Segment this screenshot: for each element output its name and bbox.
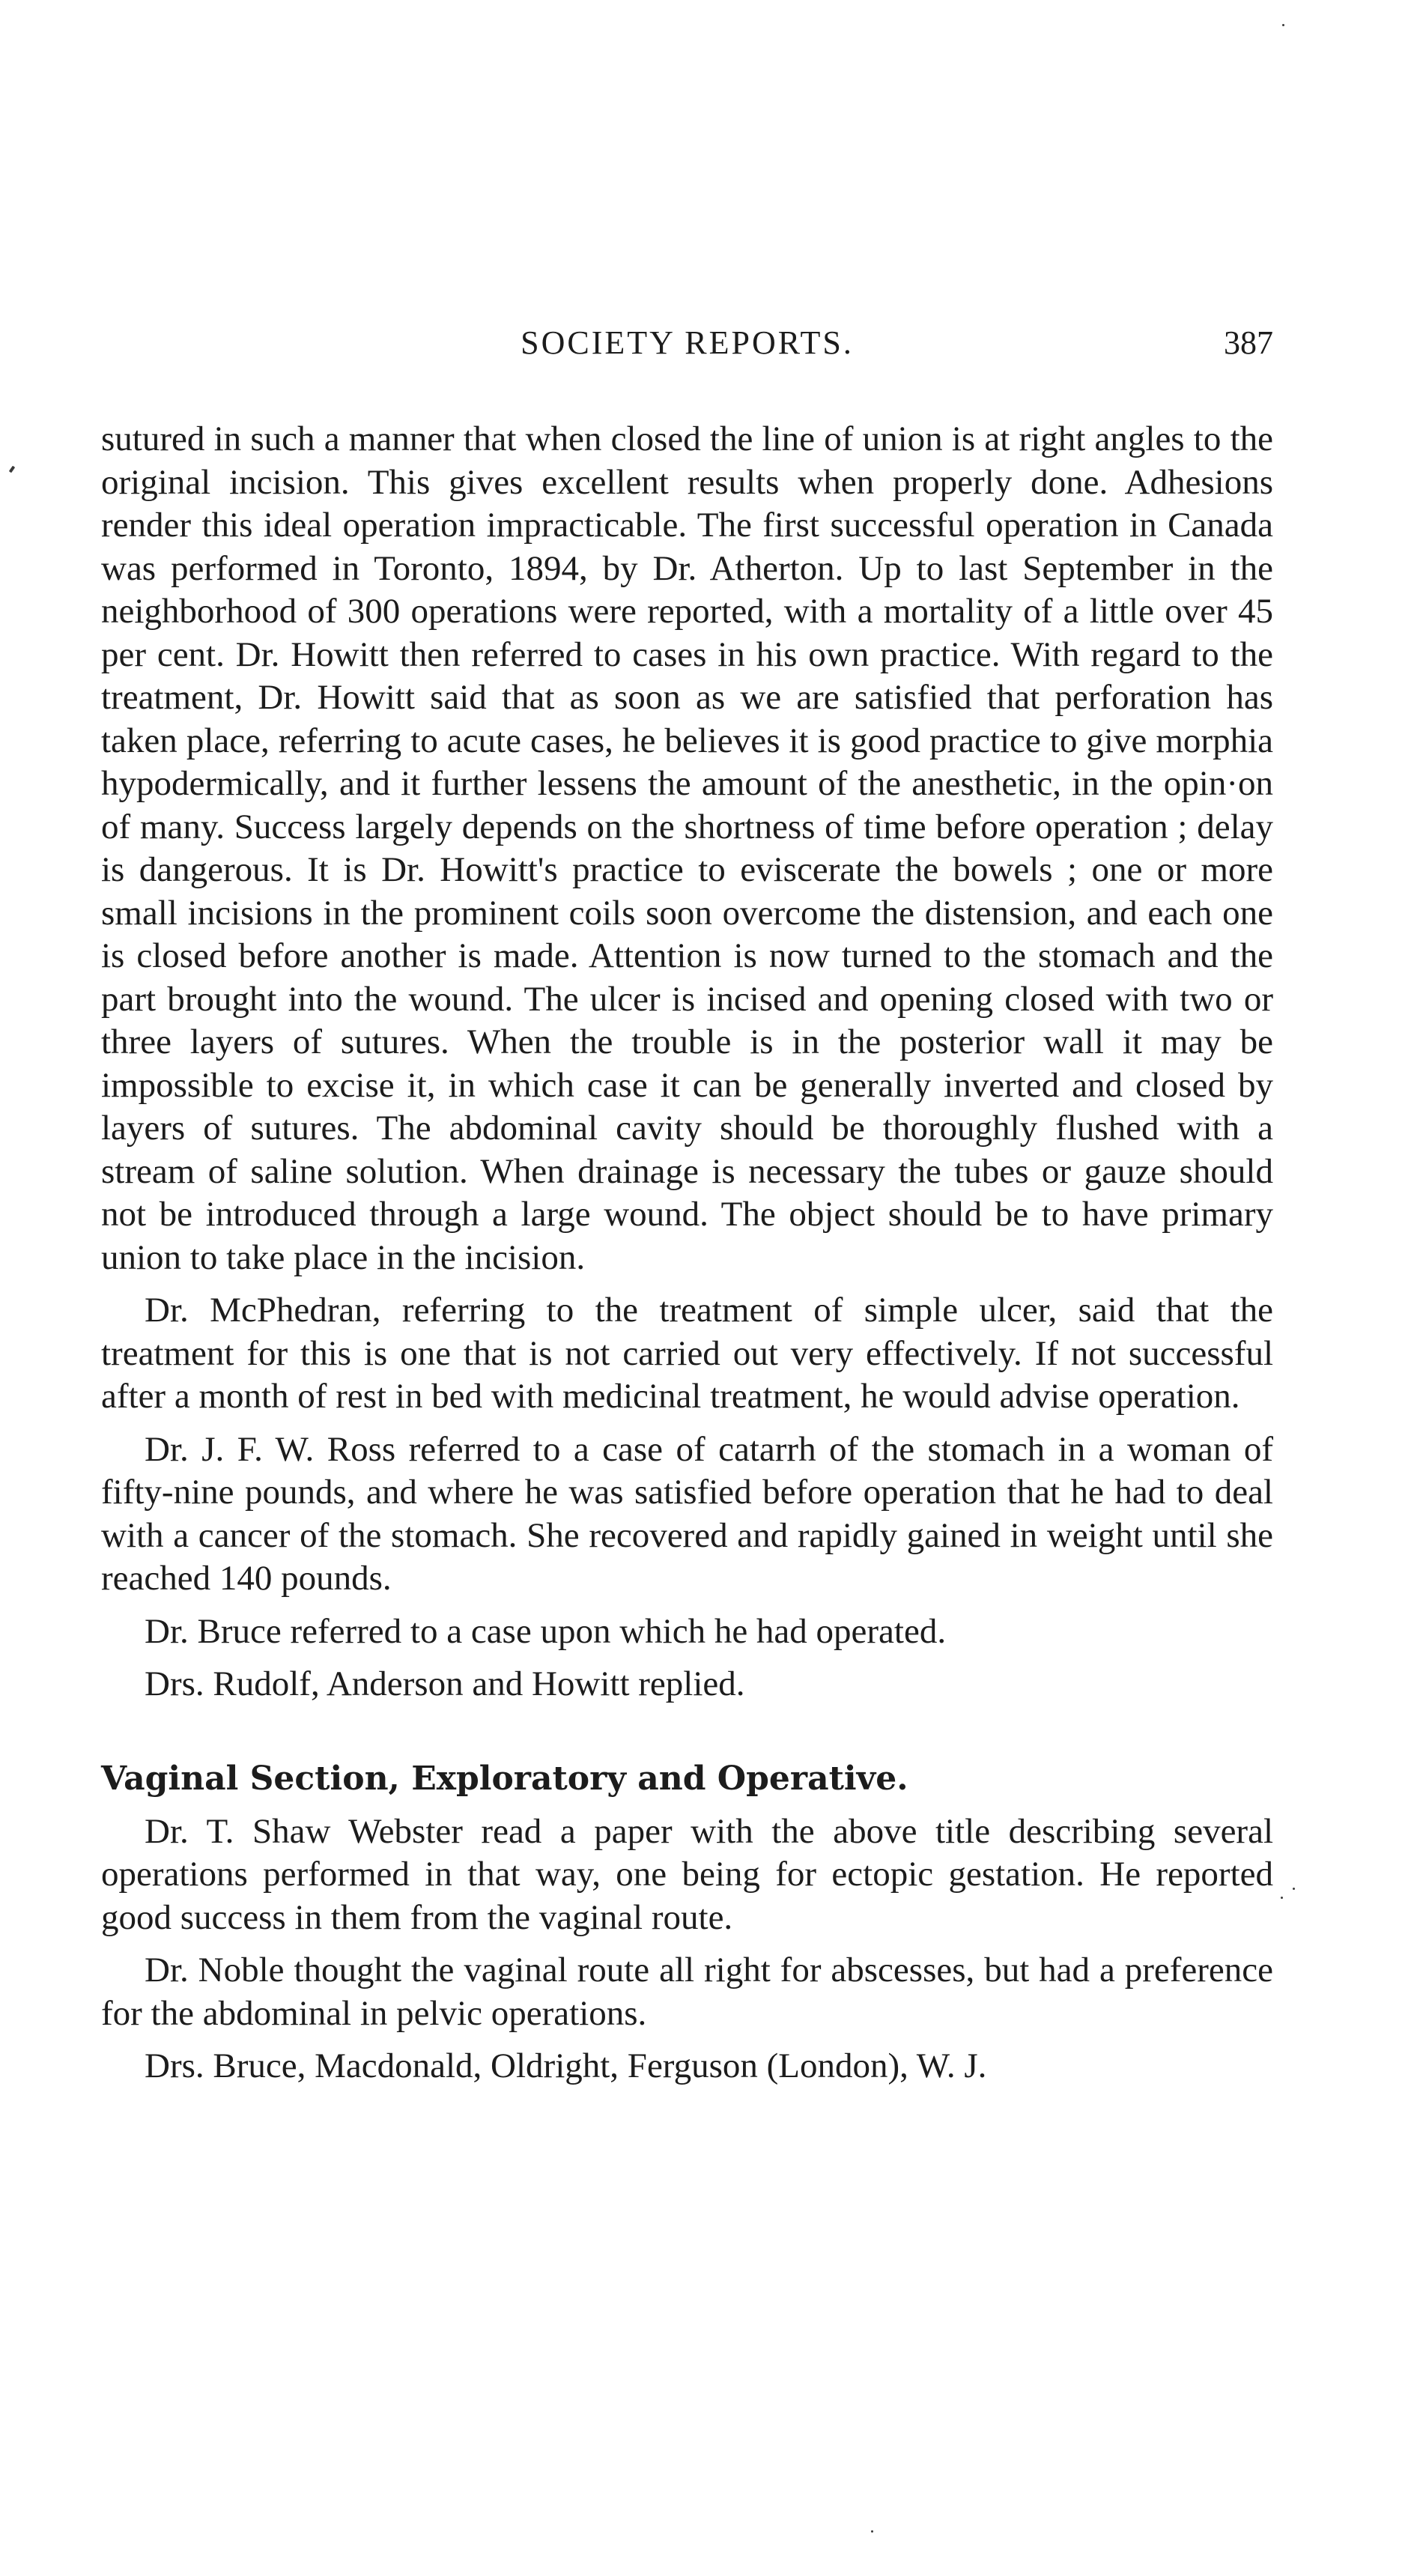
scan-speck	[1281, 1897, 1283, 1899]
page-header	[101, 324, 1273, 369]
scan-speck	[1282, 24, 1284, 26]
paragraph-discussion: Drs. Bruce, Macdonald, Oldright, Ferguson (London), W. J.	[145, 2046, 987, 2085]
section-heading-vaginal-section: Vaginal Section, Exploratory and Operative.	[101, 1759, 908, 1798]
page-number: 387	[1224, 324, 1273, 361]
scan-speck	[871, 2530, 873, 2533]
scan-speck	[9, 466, 15, 473]
paragraph-howitt-continued: sutured in such a manner that when closed the line of union is at right angles to the original incision. This gives excellent results when properly done. Adhesions render this ideal operation impracticable. The first successful operation in Canada was performed in Toronto, 1894, by Dr. Atherton. Up to last September in the neighborhood of 300 operations were reported, with a mortality of a little over 45 per cent. Dr. Howitt then referred to cases in his own practice. With regard to the treatment, Dr. Howitt said that as soon as we are satisfied that perforation has taken place, referring to acute cases, he believes it is good practice to give morphia hypodermically, and it further lessens the amount of the anesthetic, in the opin·on of many. Success largely depends on the shortness of time before operation ; delay is dangerous. It is Dr. Howitt's practice to eviscerate the bowels ; one or more small incisions in the prominent coils soon overcome the distension, and each one is closed before another is made. Attention is now turned to the stomach and the part brought into the wound. The ulcer is incised and opening closed with two or three layers of sutures. When the trouble is in the posterior wall it may be impossible to excise it, in which case it can be generally inverted and closed by layers of sutures. The abdominal cavity should be thoroughly flushed with a stream of saline solution. When drainage is necessary the tubes or gauze should not be introduced through a large wound. The object should be to have primary union to take place in the incision.	[101, 419, 1273, 1277]
paragraph-webster: Dr. T. Shaw Webster read a paper with the above title describing several operations performed in that way, one being for ectopic gestation. He reported good success in them from the vaginal route.	[101, 1811, 1273, 1937]
paragraph-ross: Dr. J. F. W. Ross referred to a case of catarrh of the stomach in a woman of fifty-nine pounds, and where he was satisfied before operation that he had to deal with a cancer of the stomach. She recovered and rapidly gained in weight until she reached 140 pounds.	[101, 1429, 1273, 1598]
running-head: SOCIETY REPORTS.	[521, 324, 854, 361]
scan-speck	[1293, 1888, 1295, 1890]
paragraph-mcphedran: Dr. McPhedran, referring to the treatment of simple ulcer, said that the treatment for this is one that is not carried out very effectively. If not successful after a month of rest in bed with medicinal treatment, he would advise operation.	[101, 1291, 1273, 1416]
paragraph-bruce: Dr. Bruce referred to a case upon which he had operated.	[145, 1611, 947, 1651]
paragraph-replies: Drs. Rudolf, Anderson and Howitt replied.	[145, 1664, 745, 1703]
paragraph-noble: Dr. Noble thought the vaginal route all right for abscesses, but had a preference for the abdominal in pelvic operations.	[101, 1951, 1273, 2033]
report-body	[101, 418, 1273, 2098]
